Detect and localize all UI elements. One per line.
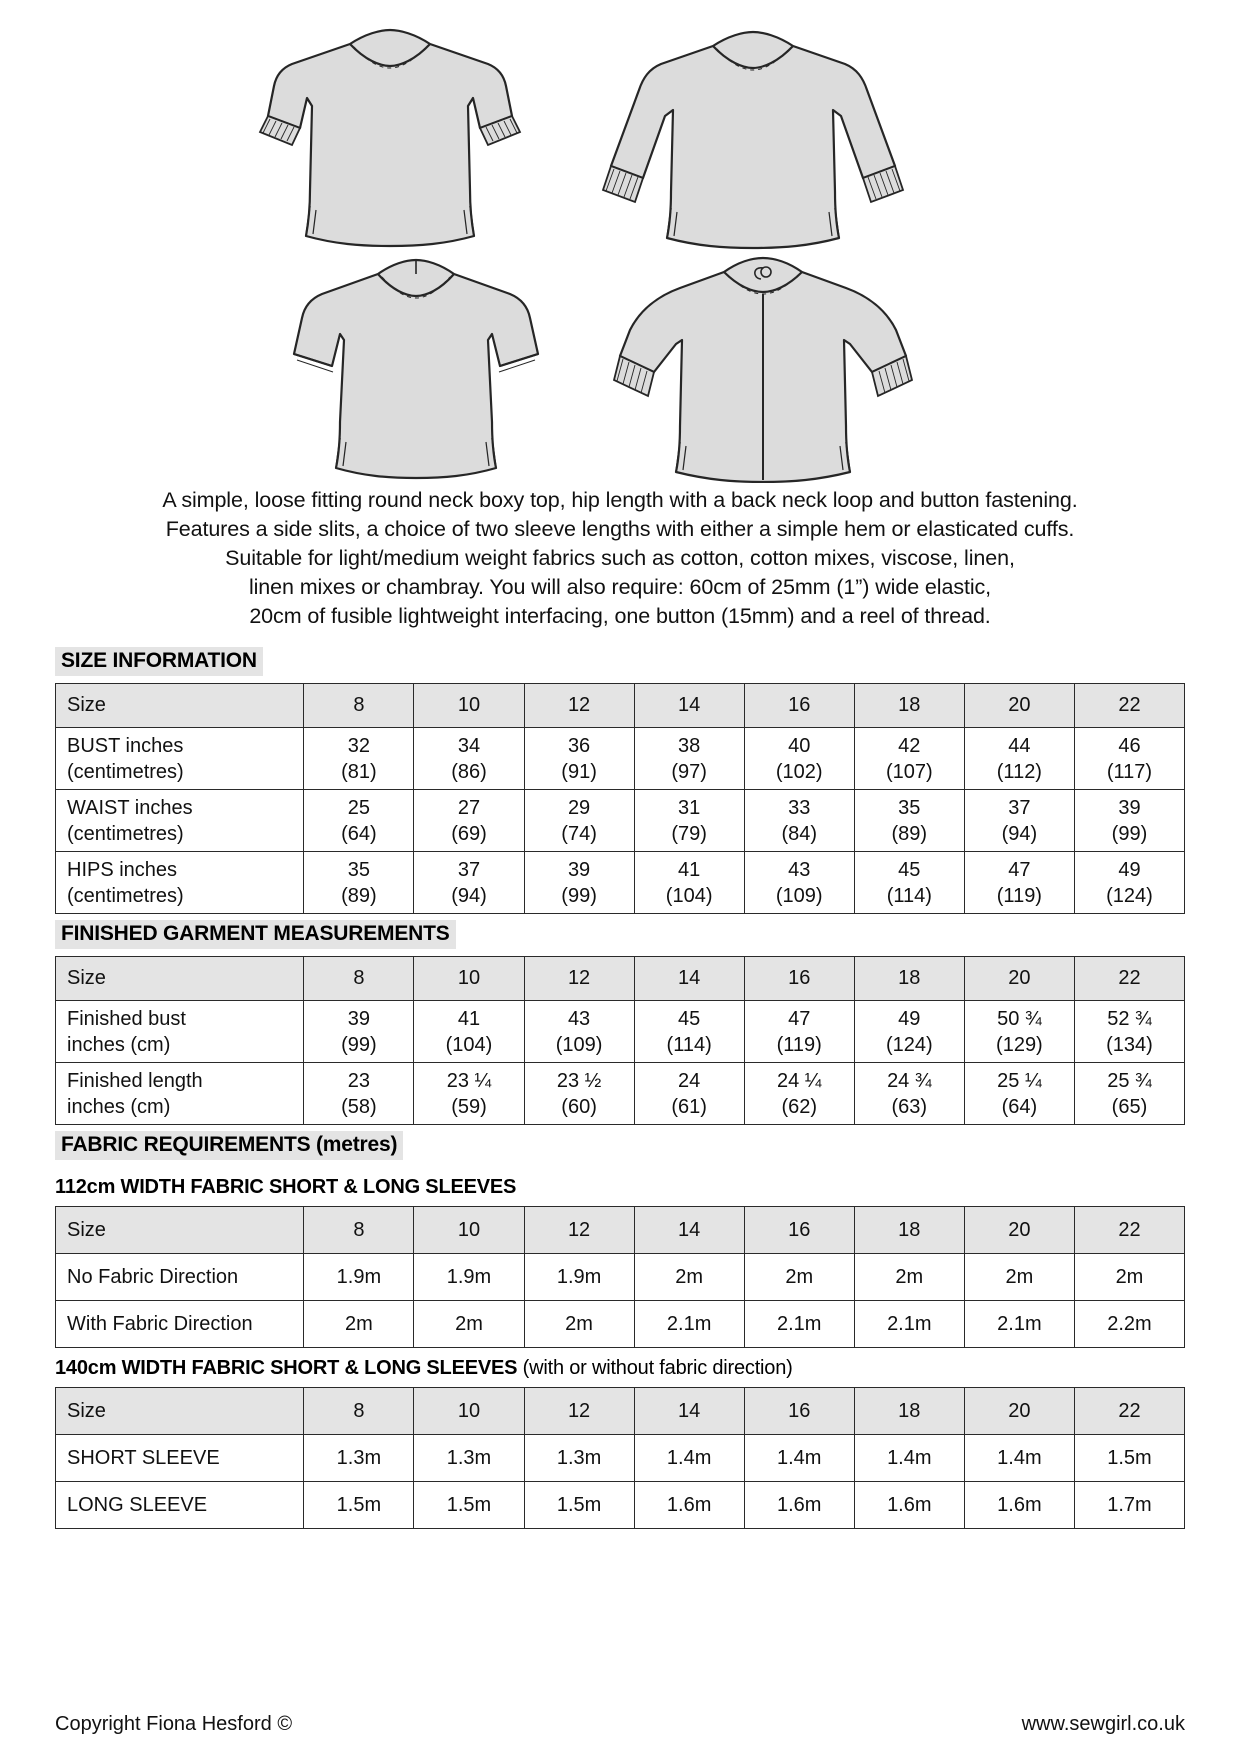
heading-fabric-requirements: FABRIC REQUIREMENTS (metres) [55,1131,403,1160]
table-row-short-sleeve [56,1435,1185,1482]
column-header-8: 8 [304,957,414,1001]
column-header-8: 8 [304,1388,414,1435]
cell-hips-10: 37 (94) [414,852,524,914]
table-row-bust [56,728,1185,790]
column-header-8: 8 [304,684,414,728]
subheading-140cm-width-fabric [55,1357,1185,1380]
cell-hips-22: 49 (124) [1074,852,1184,914]
column-header-16: 16 [744,1388,854,1435]
row-label-line2: (centimetres) [67,760,184,783]
cell-bust-10: 34 (86) [414,728,524,790]
cell-hips-18: 45 (114) [854,852,964,914]
cell-finished-bust-22: 52 ¾ (134) [1074,1001,1184,1063]
table-header-row [56,957,1185,1001]
column-header-20: 20 [964,684,1074,728]
cell-waist-20: 37 (94) [964,790,1074,852]
table-header-row [56,684,1185,728]
cell-waist-18: 35 (89) [854,790,964,852]
cell-with-direction-22: 2.2m [1074,1301,1184,1348]
cell-with-direction-18: 2.1m [854,1301,964,1348]
cell-bust-16: 40 (102) [744,728,854,790]
cell-short-sleeve-8: 1.3m [304,1435,414,1482]
column-header-14: 14 [634,684,744,728]
garment-illustrations [55,10,1185,480]
column-header-12: 12 [524,1207,634,1254]
cell-hips-8: 35 (89) [304,852,414,914]
cell-bust-20: 44 (112) [964,728,1074,790]
cell-finished-bust-14: 45 (114) [634,1001,744,1063]
column-header-22: 22 [1074,1207,1184,1254]
column-header-size: Size [56,1207,304,1254]
description-line-5: 20cm of fusible lightweight interfacing, one button (15mm) and a reel of thread. [249,604,991,628]
illustration-top-front-short-puff-sleeve-elastic-cuff [230,20,550,250]
size-information-table [55,683,1185,914]
row-label-with-fabric-direction: With Fabric Direction [56,1301,304,1348]
cell-finished-length-18: 24 ¾ (63) [854,1063,964,1125]
cell-finished-length-14: 24 (61) [634,1063,744,1125]
row-label-long-sleeve: LONG SLEEVE [56,1482,304,1529]
column-header-18: 18 [854,957,964,1001]
cell-finished-bust-10: 41 (104) [414,1001,524,1063]
column-header-12: 12 [524,957,634,1001]
fabric-140cm-table [55,1387,1185,1529]
row-label-hips [56,852,304,914]
cell-no-direction-20: 2m [964,1254,1074,1301]
row-label-bust [56,728,304,790]
fabric-112cm-table [55,1206,1185,1348]
cell-finished-bust-20: 50 ¾ (129) [964,1001,1074,1063]
row-label-short-sleeve: SHORT SLEEVE [56,1435,304,1482]
cell-with-direction-16: 2.1m [744,1301,854,1348]
cell-bust-12: 36 (91) [524,728,634,790]
cell-finished-bust-12: 43 (109) [524,1001,634,1063]
cell-no-direction-16: 2m [744,1254,854,1301]
row-label-line1: BUST inches [67,734,184,757]
table-row-with-fabric-direction [56,1301,1185,1348]
table-row-no-fabric-direction [56,1254,1185,1301]
cell-long-sleeve-16: 1.6m [744,1482,854,1529]
row-label-finished-bust [56,1001,304,1063]
cell-long-sleeve-8: 1.5m [304,1482,414,1529]
cell-bust-22: 46 (117) [1074,728,1184,790]
subheading-140cm-light-part: (with or without fabric direction) [517,1357,793,1379]
table-header-row [56,1388,1185,1435]
column-header-10: 10 [414,684,524,728]
cell-short-sleeve-14: 1.4m [634,1435,744,1482]
cell-short-sleeve-22: 1.5m [1074,1435,1184,1482]
column-header-size: Size [56,1388,304,1435]
table-row-waist [56,790,1185,852]
cell-waist-22: 39 (99) [1074,790,1184,852]
cell-no-direction-18: 2m [854,1254,964,1301]
column-header-size: Size [56,684,304,728]
cell-finished-length-22: 25 ¾ (65) [1074,1063,1184,1125]
cell-hips-14: 41 (104) [634,852,744,914]
illustration-top-front-long-sleeve-elastic-cuff [595,16,925,256]
row-label-line2: inches (cm) [67,1095,171,1118]
column-header-12: 12 [524,684,634,728]
description-line-1: A simple, loose fitting round neck boxy top, hip length with a back neck loop and button fastening. [162,488,1078,512]
column-header-18: 18 [854,1388,964,1435]
cell-with-direction-12: 2m [524,1301,634,1348]
column-header-10: 10 [414,1388,524,1435]
cell-short-sleeve-16: 1.4m [744,1435,854,1482]
row-label-line2: (centimetres) [67,822,184,845]
column-header-14: 14 [634,957,744,1001]
column-header-10: 10 [414,1207,524,1254]
subheading-140cm-bold-part: 140cm WIDTH FABRIC SHORT & LONG SLEEVES [55,1357,518,1379]
cell-finished-length-20: 25 ¼ (64) [964,1063,1074,1125]
cell-hips-20: 47 (119) [964,852,1074,914]
cell-finished-bust-18: 49 (124) [854,1001,964,1063]
column-header-14: 14 [634,1388,744,1435]
cell-finished-length-12: 23 ½ (60) [524,1063,634,1125]
cell-no-direction-14: 2m [634,1254,744,1301]
cell-with-direction-14: 2.1m [634,1301,744,1348]
row-label-line1: HIPS inches [67,858,178,881]
cell-no-direction-22: 2m [1074,1254,1184,1301]
pattern-info-page [0,10,1240,1758]
cell-bust-18: 42 (107) [854,728,964,790]
column-header-size: Size [56,957,304,1001]
heading-finished-garment-measurements: FINISHED GARMENT MEASUREMENTS [55,920,456,949]
cell-long-sleeve-12: 1.5m [524,1482,634,1529]
cell-short-sleeve-18: 1.4m [854,1435,964,1482]
column-header-8: 8 [304,1207,414,1254]
cell-no-direction-8: 1.9m [304,1254,414,1301]
page-footer [55,1713,1185,1736]
column-header-20: 20 [964,957,1074,1001]
table-header-row [56,1207,1185,1254]
cell-hips-12: 39 (99) [524,852,634,914]
cell-with-direction-20: 2.1m [964,1301,1074,1348]
column-header-20: 20 [964,1207,1074,1254]
cell-finished-length-8: 23 (58) [304,1063,414,1125]
cell-hips-16: 43 (109) [744,852,854,914]
table-row-finished-length [56,1063,1185,1125]
column-header-12: 12 [524,1388,634,1435]
column-header-22: 22 [1074,684,1184,728]
cell-waist-16: 33 (84) [744,790,854,852]
cell-waist-14: 31 (79) [634,790,744,852]
finished-garment-measurements-table [55,956,1185,1125]
cell-long-sleeve-20: 1.6m [964,1482,1074,1529]
row-label-line2: (centimetres) [67,884,184,907]
row-label-no-fabric-direction: No Fabric Direction [56,1254,304,1301]
column-header-20: 20 [964,1388,1074,1435]
cell-with-direction-10: 2m [414,1301,524,1348]
row-label-finished-length [56,1063,304,1125]
row-label-line1: WAIST inches [67,796,193,819]
cell-finished-length-16: 24 ¼ (62) [744,1063,854,1125]
row-label-line1: Finished length [67,1069,203,1092]
pattern-description [55,486,1185,631]
cell-waist-10: 27 (69) [414,790,524,852]
column-header-22: 22 [1074,1388,1184,1435]
description-line-4: linen mixes or chambray. You will also require: 60cm of 25mm (1”) wide elastic, [248,575,992,599]
cell-long-sleeve-14: 1.6m [634,1482,744,1529]
cell-long-sleeve-22: 1.7m [1074,1482,1184,1529]
column-header-16: 16 [744,957,854,1001]
website-url[interactable]: www.sewgirl.co.uk [1021,1713,1185,1735]
cell-finished-length-10: 23 ¼ (59) [414,1063,524,1125]
column-header-22: 22 [1074,957,1184,1001]
cell-short-sleeve-10: 1.3m [414,1435,524,1482]
illustration-top-front-short-plain-sleeve [270,250,570,480]
cell-finished-bust-8: 39 (99) [304,1001,414,1063]
cell-with-direction-8: 2m [304,1301,414,1348]
table-row-long-sleeve [56,1482,1185,1529]
column-header-10: 10 [414,957,524,1001]
column-header-18: 18 [854,1207,964,1254]
heading-size-information: SIZE INFORMATION [55,647,263,676]
cell-short-sleeve-12: 1.3m [524,1435,634,1482]
cell-no-direction-12: 1.9m [524,1254,634,1301]
cell-finished-bust-16: 47 (119) [744,1001,854,1063]
row-label-line1: Finished bust [67,1007,186,1030]
subheading-112cm-width-fabric: 112cm WIDTH FABRIC SHORT & LONG SLEEVES [55,1176,517,1198]
cell-waist-12: 29 (74) [524,790,634,852]
cell-short-sleeve-20: 1.4m [964,1435,1074,1482]
cell-long-sleeve-10: 1.5m [414,1482,524,1529]
copyright-text: Copyright Fiona Hesford © [55,1713,293,1735]
column-header-16: 16 [744,684,854,728]
illustration-top-back-long-puff-sleeve-button-loop [600,248,930,483]
description-line-2: Features a side slits, a choice of two sleeve lengths with either a simple hem or elasticated cuffs. [165,517,1075,541]
cell-waist-8: 25 (64) [304,790,414,852]
description-line-3: Suitable for light/medium weight fabrics such as cotton, cotton mixes, viscose, linen, [225,546,1015,570]
cell-bust-8: 32 (81) [304,728,414,790]
row-label-line2: inches (cm) [67,1033,171,1056]
table-row-finished-bust [56,1001,1185,1063]
cell-long-sleeve-18: 1.6m [854,1482,964,1529]
column-header-14: 14 [634,1207,744,1254]
column-header-16: 16 [744,1207,854,1254]
row-label-waist [56,790,304,852]
cell-bust-14: 38 (97) [634,728,744,790]
table-row-hips [56,852,1185,914]
column-header-18: 18 [854,684,964,728]
cell-no-direction-10: 1.9m [414,1254,524,1301]
